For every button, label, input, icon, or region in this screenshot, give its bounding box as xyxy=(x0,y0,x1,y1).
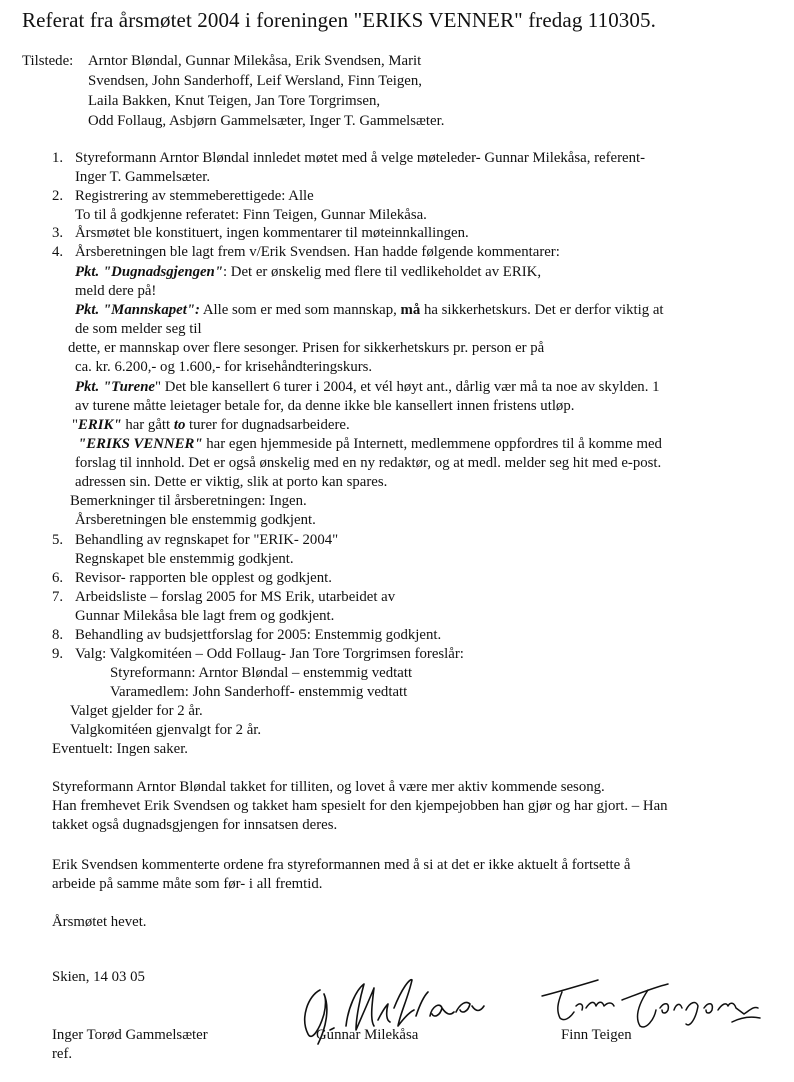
item-text: Valgkomitéen gjenvalgt for 2 år. xyxy=(70,722,262,738)
item-text: Registrering av stemmeberettigede: Alle xyxy=(75,188,314,204)
point-text-cont: ca. kr. 6.200,- og 1.600,- for krisehåndteringskurs. xyxy=(75,359,373,375)
closing-paragraph-line: Styreformann Arntor Bløndal takket for tilliten, og lovet å være mer aktiv kommende sesong. xyxy=(52,779,605,795)
point-text: har egen hjemmeside på Internett, medlemmene oppfordres til å komme med xyxy=(202,436,662,452)
item-text: Inger T. Gammelsæter. xyxy=(75,169,211,185)
point-text: har gått xyxy=(121,417,174,433)
point-label: Pkt. "Dugnadsgjengen" xyxy=(75,264,223,280)
point-text: : Det er ønskelig med flere til vedlikeholdet av ERIK, xyxy=(222,264,542,280)
item-number: 5. xyxy=(52,532,64,548)
point-text: " Det ble kansellert 6 turer i 2004, et vél høyt ant., dårlig vær må ta noe av skylden. 1 xyxy=(155,379,660,395)
item-text: Valg: Valgkomitéen – Odd Follaug- Jan Tore Torgrimsen foreslår: xyxy=(75,646,464,662)
point-emphasis: to xyxy=(173,417,186,433)
point-text: Alle som er med som mannskap, xyxy=(199,302,401,318)
point-text: turer for dugnadsarbeidere. xyxy=(185,417,350,433)
attendance-line: Svendsen, John Sanderhoff, Leif Wersland, Finn Teigen, xyxy=(88,73,422,89)
attendance-line: Odd Follaug, Asbjørn Gammelsæter, Inger T. Gammelsæter. xyxy=(88,113,445,129)
signatory-role: ref. xyxy=(52,1046,73,1062)
item-text: Årsberetningen ble lagt frem v/Erik Svendsen. Han hadde følgende kommentarer: xyxy=(75,244,560,260)
point-text-cont: av turene måtte leietager betale for, da denne ikke ble kansellert innen fristens utløp. xyxy=(75,398,575,414)
point-text-cont: dette, er mannskap over flere sesonger. Prisen for sikkerhetskurs pr. person er på xyxy=(68,340,545,356)
item-text: Styreformann: Arntor Bløndal – enstemmig vedtatt xyxy=(110,665,413,681)
point-label: Pkt. "Mannskapet": xyxy=(75,302,200,318)
point-text-cont: forslag til innhold. Det er også ønskelig med en ny redaktør, og at medl. melder seg hit med e-post. xyxy=(75,455,662,471)
item-text: Valget gjelder for 2 år. xyxy=(70,703,203,719)
item-number: 9. xyxy=(52,646,64,662)
point-label: ERIK" xyxy=(78,417,122,433)
item-text: Arbeidsliste – forslag 2005 for MS Erik, utarbeidet av xyxy=(75,589,396,605)
point-text: ha sikkerhetskurs. Det er derfor viktig at xyxy=(420,302,664,318)
signature-gunnar-milekasa xyxy=(290,968,500,1048)
approved-line: Årsberetningen ble enstemmig godkjent. xyxy=(75,512,316,528)
point-label: "ERIKS VENNER" xyxy=(78,436,203,452)
eventuelt-line: Eventuelt: Ingen saker. xyxy=(52,741,189,757)
meeting-closed: Årsmøtet hevet. xyxy=(52,914,147,930)
item-number: 3. xyxy=(52,225,64,241)
signature-finn-teigen xyxy=(528,966,778,1046)
point-label: Pkt. "Turene xyxy=(75,379,156,395)
item-number: 2. xyxy=(52,188,64,204)
closing-paragraph-line: arbeide på samme måte som før- i all fremtid. xyxy=(52,876,323,892)
item-text: Styreformann Arntor Bløndal innledet møtet med å velge møteleder- Gunnar Milekåsa, referent- xyxy=(75,150,646,166)
remarks-line: Bemerkninger til årsberetningen: Ingen. xyxy=(70,493,307,509)
item-number: 7. xyxy=(52,589,64,605)
item-text: Årsmøtet ble konstituert, ingen kommentarer til møteinnkallingen. xyxy=(75,225,469,241)
item-text: Regnskapet ble enstemmig godkjent. xyxy=(75,551,294,567)
quote-mark: " xyxy=(72,417,79,433)
item-text: Gunnar Milekåsa ble lagt frem og godkjent. xyxy=(75,608,335,624)
point-eriks-venner xyxy=(78,435,662,454)
closing-paragraph-line: Erik Svendsen kommenterte ordene fra styreformannen med å si at det er ikke aktuelt å fortsette å xyxy=(52,857,631,873)
attendance-label: Tilstede: xyxy=(22,53,74,69)
point-dugnadsgjengen xyxy=(75,263,541,282)
item-number: 6. xyxy=(52,570,64,586)
point-text-cont: de som melder seg til xyxy=(75,321,202,337)
attendance-line: Arntor Bløndal, Gunnar Milekåsa, Erik Svendsen, Marit xyxy=(88,53,422,69)
closing-paragraph-line: takket også dugnadsgjengen for innsatsen deres. xyxy=(52,817,338,833)
item-text: Revisor- rapporten ble opplest og godkjent. xyxy=(75,570,332,586)
document-title: Referat fra årsmøtet 2004 i foreningen "ERIKS VENNER" fredag 110305. xyxy=(22,8,656,32)
signatory-name: Gunnar Milekåsa xyxy=(316,1027,419,1043)
point-turene xyxy=(75,378,660,397)
item-number: 1. xyxy=(52,150,64,166)
item-text: Varamedlem: John Sanderhoff- enstemmig vedtatt xyxy=(110,684,408,700)
item-number: 4. xyxy=(52,244,64,260)
signatory-name: Finn Teigen xyxy=(561,1027,632,1043)
item-number: 8. xyxy=(52,627,64,643)
signatory-name: Inger Torød Gammelsæter xyxy=(52,1027,208,1043)
point-text-cont: adressen sin. Dette er viktig, slik at porto kan spares. xyxy=(75,474,388,490)
item-text: Behandling av budsjettforslag for 2005: Enstemmig godkjent. xyxy=(75,627,442,643)
closing-paragraph-line: Han fremhevet Erik Svendsen og takket ham spesielt for den kjempejobben han gjør og har gjort. – Han xyxy=(52,798,668,814)
point-erik xyxy=(72,416,350,435)
attendance-line: Laila Bakken, Knut Teigen, Jan Tore Torgrimsen, xyxy=(88,93,381,109)
point-emphasis: må xyxy=(400,302,421,318)
item-text: To til å godkjenne referatet: Finn Teigen, Gunnar Milekåsa. xyxy=(75,207,427,223)
item-text: Behandling av regnskapet for "ERIK- 2004" xyxy=(75,532,339,548)
point-mannskapet xyxy=(75,301,664,320)
place-date: Skien, 14 03 05 xyxy=(52,969,145,985)
point-text-cont: meld dere på! xyxy=(75,283,157,299)
